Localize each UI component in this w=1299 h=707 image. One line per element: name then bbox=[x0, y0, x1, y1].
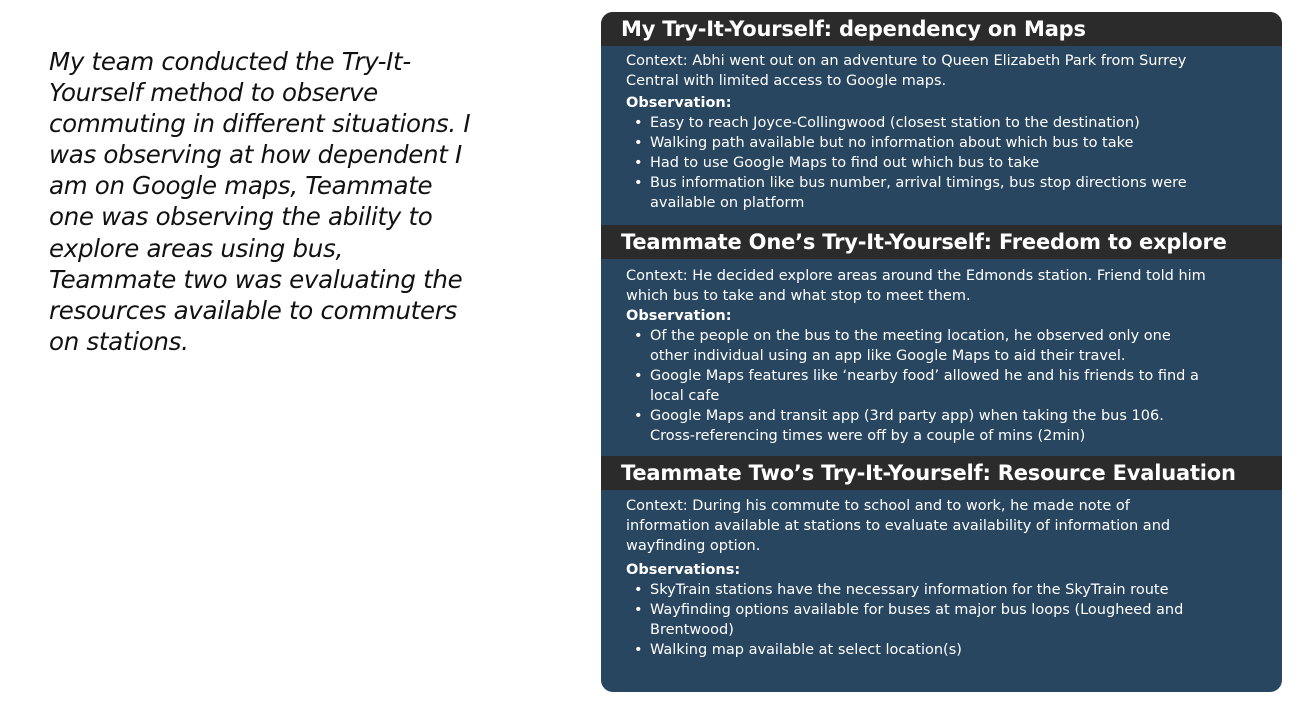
observation-item: • Of the people on the bus to the meeting location, he observed only one other individual using an app like Google Maps to aid their travel. bbox=[626, 326, 1206, 366]
context-text: Context: He decided explore areas around the Edmonds station. Friend told him which bus to take and what stop to meet them. bbox=[626, 268, 1206, 304]
context-text: Context: Abhi went out on an adventure to Queen Elizabeth Park from Surrey Central with limited access to Google maps. bbox=[626, 53, 1187, 89]
observation-label: Observations: bbox=[626, 562, 741, 578]
observation-item: • Google Maps features like ‘nearby food’ allowed he and his friends to find a local cafe bbox=[626, 366, 1206, 406]
observation-label: Observation: bbox=[626, 95, 732, 111]
observation-item: • Had to use Google Maps to find out which bus to take bbox=[626, 153, 1241, 173]
observation-list bbox=[626, 326, 1206, 446]
observation-item: • Wayfinding options available for buses at major bus loops (Lougheed and Brentwood) bbox=[626, 600, 1226, 640]
observation-item: • Google Maps and transit app (3rd party app) when taking the bus 106. Cross-referencing times were off by a couple of mins (2min) bbox=[626, 406, 1206, 446]
observation-list bbox=[626, 580, 1226, 660]
section-body-teammate-two bbox=[626, 496, 1186, 660]
observation-item: • Bus information like bus number, arrival timings, bus stop directions were available on platform bbox=[626, 173, 1241, 213]
section-header-teammate-one: Teammate One’s Try-It-Yourself: Freedom to explore bbox=[601, 225, 1282, 259]
observation-label: Observation: bbox=[626, 308, 732, 324]
observation-item: • Walking path available but no information about which bus to take bbox=[626, 133, 1241, 153]
intro-paragraph: My team conducted the Try-It-Yourself method to observe commuting in different situations. I was observing at how dependent I am on Google maps, Teammate one was observing the ability to explore areas using bus, Teammate two was evaluating the resources available to commuters on stations. bbox=[49, 47, 471, 356]
section-body-teammate-one bbox=[626, 266, 1231, 446]
section-header-teammate-two: Teammate Two’s Try-It-Yourself: Resource Evaluation bbox=[601, 456, 1282, 490]
observation-list bbox=[626, 113, 1241, 213]
observation-item: • SkyTrain stations have the necessary information for the SkyTrain route bbox=[626, 580, 1226, 600]
section-body-my-try-it-yourself bbox=[626, 51, 1241, 213]
observation-item: • Easy to reach Joyce-Collingwood (closest station to the destination) bbox=[626, 113, 1241, 133]
section-header-my-try-it-yourself: My Try-It-Yourself: dependency on Maps bbox=[601, 12, 1282, 46]
try-it-yourself-panel bbox=[601, 12, 1282, 692]
context-text: Context: During his commute to school and to work, he made note of information available at stations to evaluate availability of information and wayfinding option. bbox=[626, 498, 1171, 554]
observation-item: • Walking map available at select location(s) bbox=[626, 640, 1226, 660]
